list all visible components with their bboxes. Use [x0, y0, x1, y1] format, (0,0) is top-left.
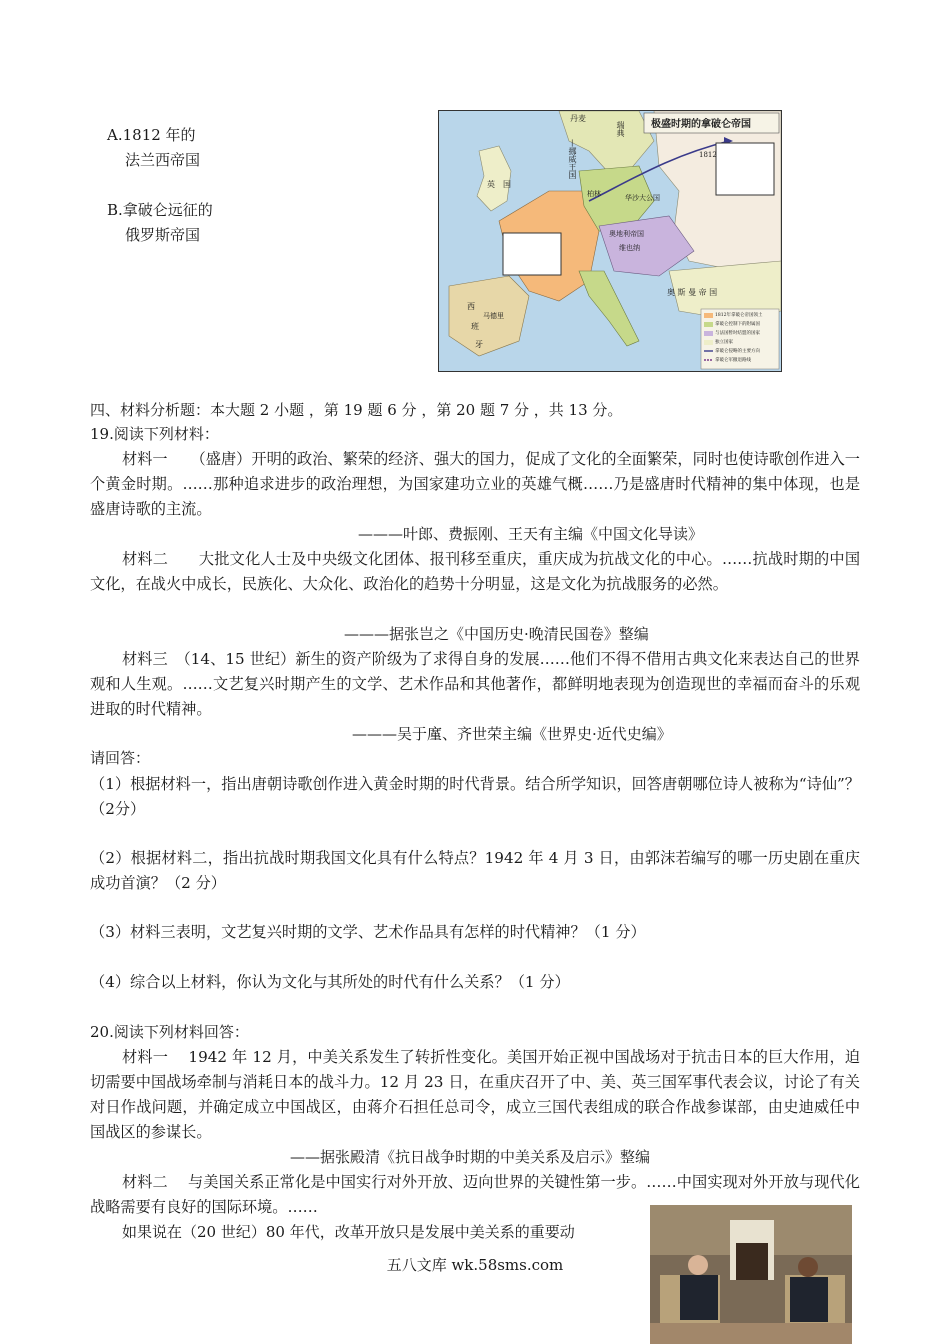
q20-material-1: 材料一 1942 年 12 月，中美关系发生了转折性变化。美国开始正视中国战场对于抗击日本的巨大作用，迫切需要中国战场牵制与消耗日本的战斗力。12 月 23 日，在重庆召开了中、美、英三国军事代表会议，讨论了有关对日作战问题，并确定成立中国战区，由蒋介石担任总司令，成立三国代表组成的联合作战参谋部，由史迪威任中国战区的参谋长。	[90, 1048, 860, 1141]
map-label-britain-2: 国	[503, 180, 511, 189]
map-label-berlin: 柏林	[587, 190, 601, 198]
map-blank-box-1	[716, 143, 774, 195]
option-a-line2: 法兰西帝国	[125, 151, 201, 169]
q19-question-1: （1）根据材料一，指出唐朝诗歌创作进入黄金时期的时代背景。结合所学知识，回答唐朝哪位诗人被称为“诗仙”？（2分）	[90, 775, 860, 818]
napoleon-empire-map	[438, 110, 782, 372]
map-label-norway: —挪威王国	[568, 139, 577, 179]
map-label-year: 1812	[699, 151, 717, 159]
q20-material-2: 材料二 与美国关系正常化是中国实行对外开放、迈向世界的关键性第一步。……中国实现对外开放与现代化战略需要有良好的国际环境。……	[90, 1173, 860, 1216]
q19-material-2: 材料二 大批文化人士及中央级文化团体、报刊移至重庆，重庆成为抗战文化的中心。……抗战时期的中国文化，在战火中成长，民族化、大众化、政治化的趋势十分明显，这是文化为抗战服务的必然。	[90, 550, 860, 593]
map-legend-text: 1812年拿破仑帝国领土 拿破仑控制下的附属国 与法国暂时结盟的国家 独立国家 拿破仑侵略的主要方向 拿破仑军撤退路线	[715, 313, 763, 363]
footer-watermark: 五八文库 wk.58sms.com	[386, 1256, 564, 1274]
q19-question-4: （4）综合以上材料，你认为文化与其所处的时代有什么关系？（1 分）	[90, 973, 570, 991]
map-label-denmark: 丹麦	[570, 114, 586, 123]
q19-material-2-source: ———据张岂之《中国历史·晚清民国卷》整编	[344, 625, 649, 643]
q19-question-3: （3）材料三表明，文艺复兴时期的文学、艺术作品具有怎样的时代精神？（1 分）	[90, 923, 646, 941]
option-b-line1: B.拿破仑远征的	[107, 201, 213, 219]
q19-question-2: （2）根据材料二，指出抗战时期我国文化具有什么特点？1942 年 4 月 3 日，由郭沫若编写的哪一历史剧在重庆成功首演？（2 分）	[90, 849, 860, 892]
map-blank-box-2	[503, 233, 561, 275]
q20-material-1-source: ——据张殿清《抗日战争时期的中美关系及启示》整编	[290, 1148, 651, 1166]
q20-title: 20.阅读下列材料回答：	[90, 1023, 249, 1041]
section-header: 四、材料分析题：本大题 2 小题 ，第 19 题 6 分 ，第 20 题 7 分 ，共 13 分。	[90, 401, 623, 419]
map-label-austria: 奥地利帝国	[609, 230, 644, 238]
option-b-line2: 俄罗斯帝国	[125, 226, 201, 244]
map-label-spain-1: 西	[467, 302, 475, 311]
map-label-spain-3: 牙	[475, 340, 483, 349]
option-a-line1: A.1812 年的	[107, 126, 196, 144]
map-label-britain-1: 英	[487, 180, 495, 189]
map-title: 极盛时期的拿破仑帝国	[651, 119, 751, 130]
map-label-spain-2: 班	[471, 322, 479, 331]
q19-title: 19.阅读下列材料：	[90, 425, 219, 443]
map-label-madrid: 马德里	[483, 312, 504, 320]
map-label-ottoman: 奥 斯 曼 帝 国	[667, 288, 718, 297]
map-label-warsaw: 华沙大公国	[625, 194, 660, 202]
q19-material-1: 材料一 （盛唐）开明的政治、繁荣的经济、强大的国力，促成了文化的全面繁荣，同时也使诗歌创作进入一个黄金时期。……那种追求进步的政治理想，为国家建功立业的英雄气概……乃是盛唐时代精神的集中体现，也是盛唐诗歌的主流。	[90, 450, 860, 518]
map-label-sweden: 瑞典	[616, 121, 625, 137]
q19-material-1-source: ———叶郎、费振刚、王天有主编《中国文化导读》	[358, 525, 704, 543]
q19-material-3: 材料三 （14、15 世纪）新生的资产阶级为了求得自身的发展……他们不得不借用古典文化来表达自己的世界观和人生观。……文艺复兴时期产生的文学、艺术作品和其他著作，都鲜明地表现为创造现世的幸福而奋斗的乐观进取的时代精神。	[90, 650, 860, 718]
q19-prompt: 请回答：	[90, 749, 151, 767]
map-label-vienna: 维也纳	[619, 244, 640, 252]
q19-material-3-source: ———吴于廑、齐世荣主编《世界史·近代史编》	[352, 725, 672, 743]
q20-material-2-continued: 如果说在（20 世纪）80 年代，改革开放只是发展中美关系的重要动	[122, 1223, 575, 1241]
